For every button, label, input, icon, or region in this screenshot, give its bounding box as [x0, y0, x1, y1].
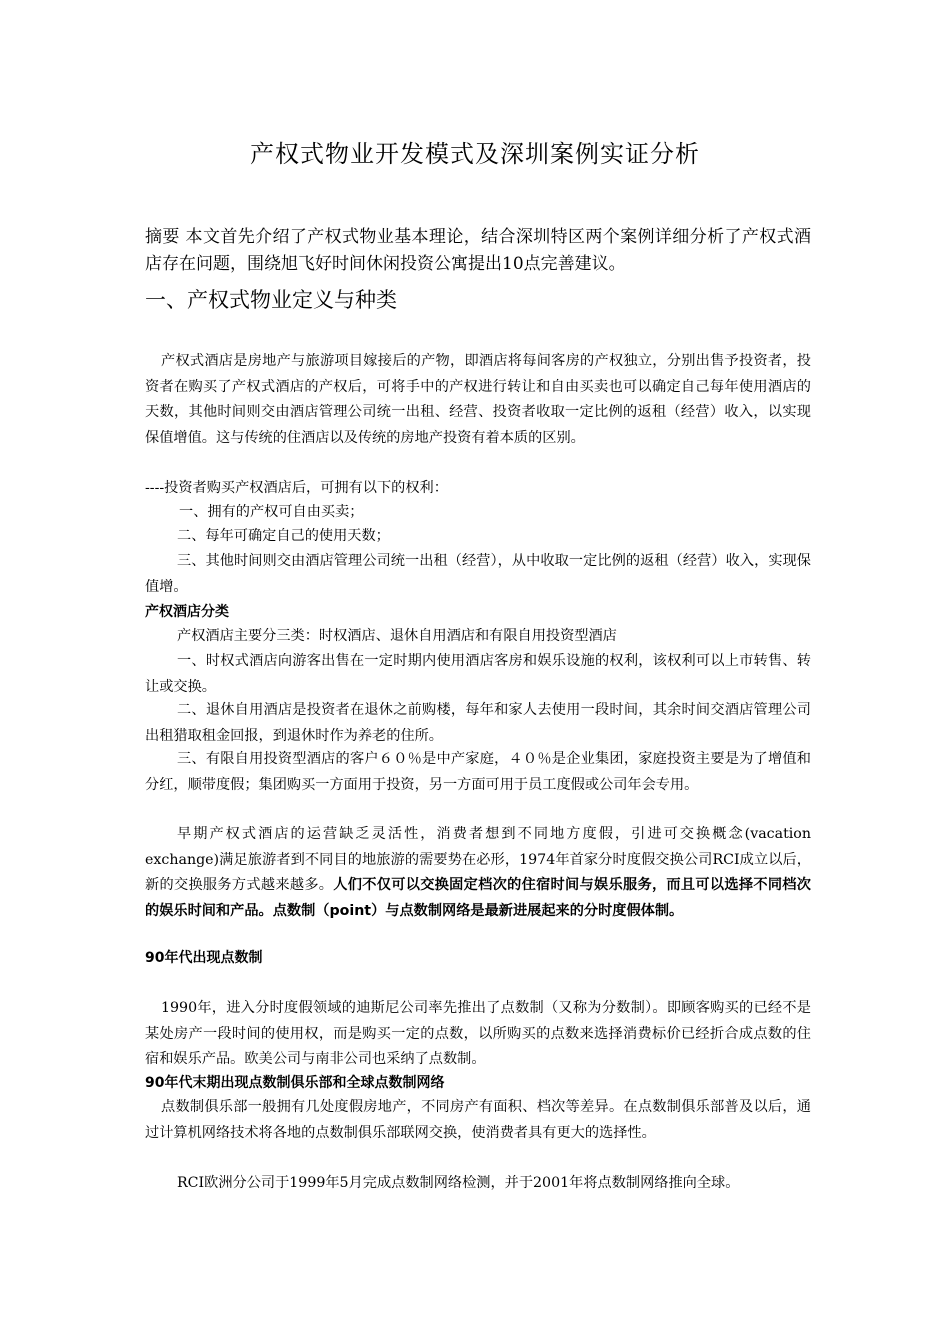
points-heading: 90年代出现点数制: [145, 950, 263, 966]
document-title: 产权式物业开发模式及深圳案例实证分析: [250, 140, 700, 168]
early-paragraph: [145, 822, 811, 924]
intro-paragraph: 产权式酒店是房地产与旅游项目嫁接后的产物，即酒店将每间客房的产权独立，分别出售予投资者，投资者在购买了产权式酒店的产权后，可将手中的产权进行转让和自由买卖也可以确定自己每年使用酒店的天数，其他时间则交由酒店管理公司统一出租、经营、投资者收取一定比例的返租（经营）收入，以实现保值增值。这与传统的住酒店以及传统的房地产投资有着本质的区别。: [145, 353, 811, 446]
club-paragraph: 点数制俱乐部一般拥有几处度假房地产，不同房产有面积、档次等差异。在点数制俱乐部普及以后，通过计算机网络技术将各地的点数制俱乐部联网交换，使消费者具有更大的选择性。: [145, 1099, 811, 1141]
classification-intro: 产权酒店主要分三类：时权酒店、退休自用酒店和有限自用投资型酒店: [177, 628, 617, 644]
right-item-2: 二、每年可确定自己的使用天数；: [177, 528, 390, 544]
rights-lead: ----投资者购买产权酒店后，可拥有以下的权利：: [145, 480, 448, 496]
right-item-1: 一、拥有的产权可自由买卖；: [179, 504, 364, 520]
rci-paragraph: RCI欧洲分公司于1999年5月完成点数制网络检测，并于2001年将点数制网络推向全球。: [177, 1175, 740, 1191]
class-item-3: 三、有限自用投资型酒店的客户６０％是中产家庭，４０％是企业集团，家庭投资主要是为了增值和分红，顺带度假；集团购买一方面用于投资，另一方面可用于员工度假或公司年会专用。: [145, 751, 811, 793]
class-item-2: 二、退休自用酒店是投资者在退休之前购楼，每年和家人去使用一段时间，其余时间交酒店管理公司出租猎取租金回报，到退休时作为养老的住所。: [145, 702, 811, 744]
early-emphasis: 人们不仅可以交换固定档次的住宿时间与娱乐服务，而且可以选择不同档次的娱乐时间和产品。点数制（point）与点数制网络是最新进展起来的分时度假体制。: [145, 877, 811, 919]
points-paragraph: 1990年，进入分时度假领域的迪斯尼公司率先推出了点数制（又称为分数制）。即顾客购买的已经不是某处房产一段时间的使用权，而是购买一定的点数，以所购买的点数来选择消费标价已经折合成点数的住宿和娱乐产品。欧美公司与南非公司也采纳了点数制。: [145, 1000, 811, 1067]
abstract: 摘要 本文首先介绍了产权式物业基本理论，结合深圳特区两个案例详细分析了产权式酒店存在问题，围绕旭飞好时间休闲投资公寓提出10点完善建议。: [145, 227, 811, 274]
classification-heading: 产权酒店分类: [145, 604, 229, 620]
early-text: 早期产权式酒店的运营缺乏灵活性，消费者想到不同地方度假，引进可交换概念(vacation exchange)满足旅游者到不同目的地旅游的需要势在必形，1974年首家分时度假交换公司RCI成立以后，新的交换服务方式越来越多。: [145, 826, 811, 893]
club-heading: 90年代末期出现点数制俱乐部和全球点数制网络: [145, 1075, 445, 1091]
class-item-1: 一、时权式酒店向游客出售在一定时期内使用酒店客房和娱乐设施的权利，该权利可以上市转售、转让或交换。: [145, 653, 811, 695]
right-item-3: 三、其他时间则交由酒店管理公司统一出租（经营），从中收取一定比例的返租（经营）收入，实现保值增。: [145, 553, 811, 595]
section-heading-definition: 一、产权式物业定义与种类: [145, 288, 397, 312]
